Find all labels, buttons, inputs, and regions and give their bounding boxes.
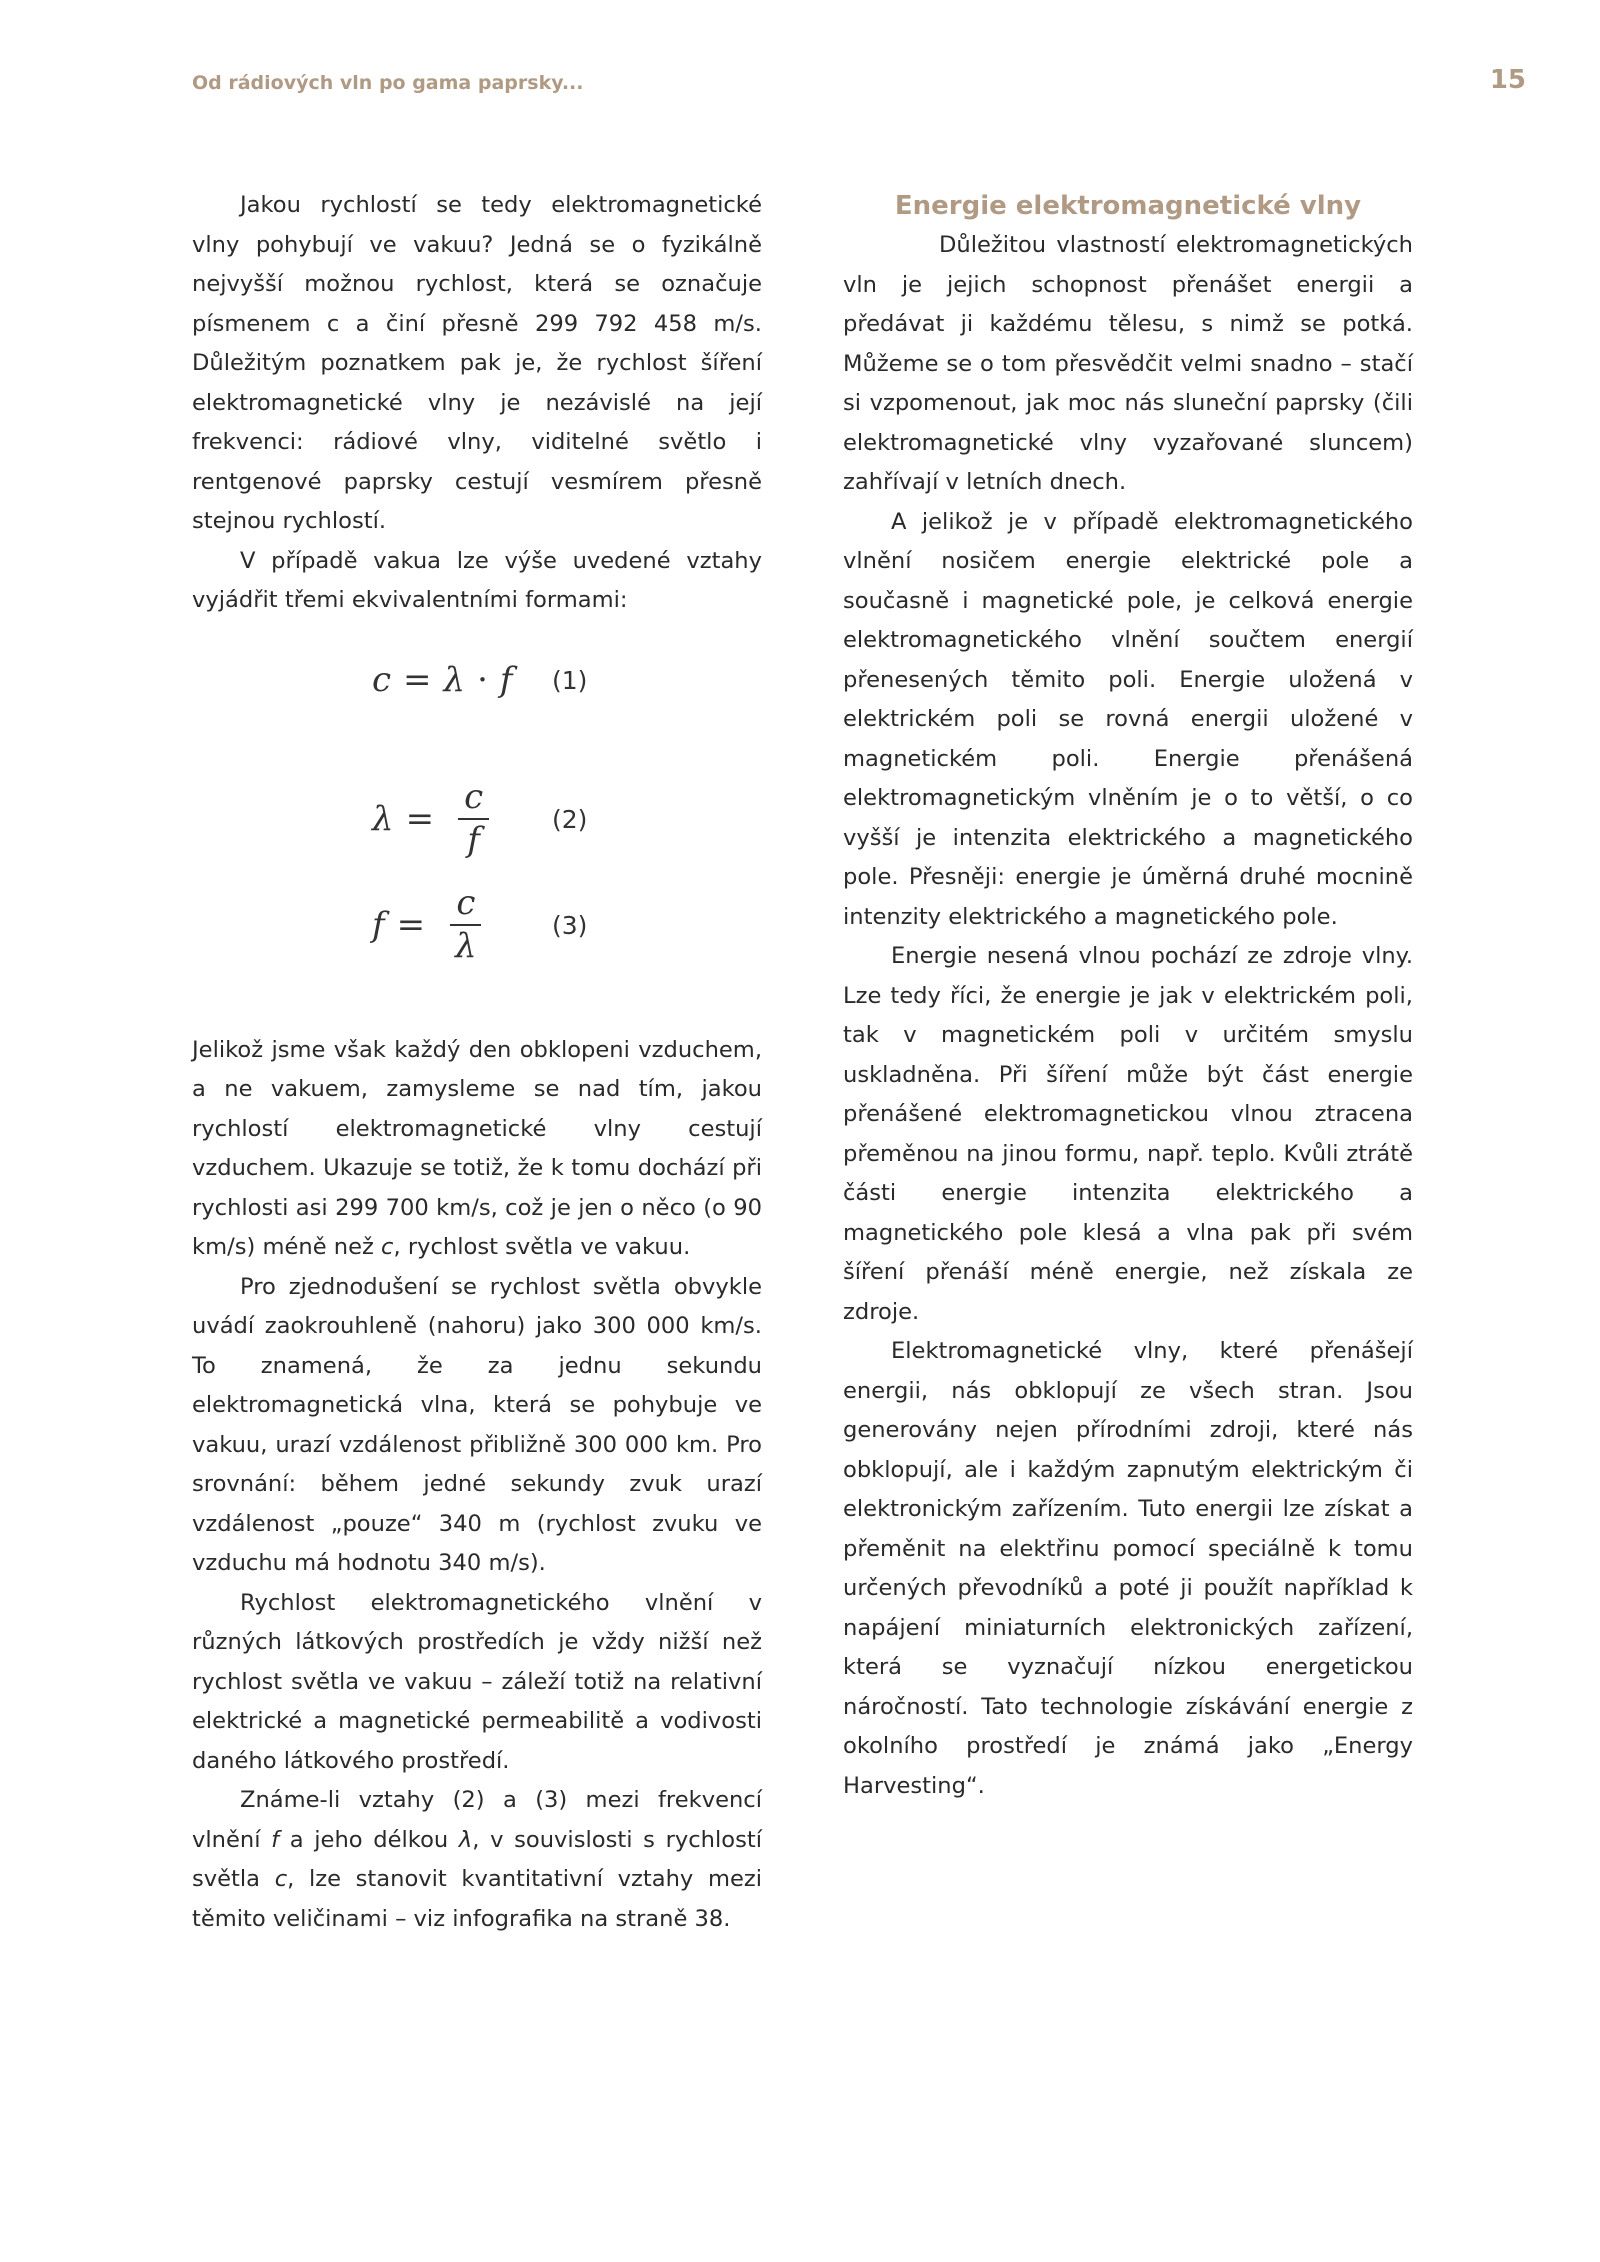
variable-c: c [381,1234,394,1260]
paragraph: Pro zjednodušení se rychlost světla obvykle uvádí zaokrouhleně (nahoru) jako 300 000 km/s. To znamená, že za jednu sekundu elektromagnetická vlna, která se pohybuje ve vakuu, urazí vzdálenost přibližně 300 000 km. Pro srovnání: během jedné sekundy zvuk urazí vzdálenost „pouze“ 340 m (rychlost zvuku ve vzduchu má hodnotu 340 m/s). [192,1273,762,1576]
section-heading: Energie elektromagnetické vlny [894,191,1362,221]
fraction-denominator: f [467,819,480,860]
equation-term: f [499,659,513,700]
equation-lhs: f [372,904,385,945]
equation-3 [192,873,762,979]
paragraph: A jelikož je v případě elektromagnetického vlnění nosičem energie elektrické pole a současně i magnetické pole, je celková energie elektromagnetického vlnění součtem energií přenesených těmito poli. Energie uložená v elektrickém poli se rovná energii uložené v magnetickém poli. Energie přenášená elektromagnetickým vlněním je o to větší, o co vyšší je intenzita elektrického a magnetického pole. Přesněji: energie je úměrná druhé mocnině intenzity elektrického a magnetického pole. [843,508,1413,930]
fraction-denominator: λ [455,925,477,966]
fraction-numerator: c [450,886,481,926]
paragraph: Důležitou vlastností elektromagnetických vln je jejich schopnost přenášet energii a předávat ji každému tělesu, s nimž se potká. Můžeme se o tom přesvědčit velmi snadno – stačí si vzpomenout, jak moc nás sluneční paprsky (čili elektromagnetické vlny vyzařované sluncem) zahřívají v letních dnech. [843,232,1413,495]
paragraph: Rychlost elektromagnetického vlnění v různých látkových prostředích je vždy nižší než rychlost světla ve vakuu – záleží totiž na relativní elektrické a magnetické permeabilitě a vodivosti daného látkového prostředí. [192,1589,762,1774]
fraction-numerator: c [458,780,489,820]
equals-sign: = [403,659,432,700]
right-column [843,186,1413,1806]
variable-c: c [274,1866,288,1892]
paragraph: V případě vakua lze výše uvedené vztahy vyjádřit třemi ekvivalentními formami: [192,547,762,613]
paragraph: Známe-li vztahy (2) a (3) mezi frekvencí vlnění f a jeho délkou λ, v souvislosti s rychlostí světla c, lze stanovit kvantitativní vztahy mezi těmito veličinami – viz infografika na straně 38. [192,1787,762,1932]
paragraph: Jakou rychlostí se tedy elektromagnetické vlny pohybují ve vakuu? Jedná se o fyzikálně nejvyšší možnou rychlost, která se označuje písmenem c a činí přesně 299 792 458 m/s. Důležitým poznatkem pak je, že rychlost šíření elektromagnetické vlny je nezávislé na její frekvenci: rádiové vlny, viditelné světlo i rentgenové paprsky cestují vesmírem přesně stejnou rychlostí. [192,192,762,534]
equation-1 [192,661,762,767]
equation-2 [192,767,762,873]
equals-sign: = [396,904,426,945]
page-number: 15 [1489,65,1526,95]
running-header: Od rádiových vln po gama paprsky... [192,72,584,94]
equation-lhs: λ [372,798,394,839]
paragraph: Jelikož jsme však každý den obklopeni vzduchem, a ne vakuem, zamysleme se nad tím, jakou rychlostí elektromagnetické vlny cestují vzduchem. Ukazuje se totiž, že k tomu dochází při rychlosti asi 299 700 km/s, což je jen o něco (o 90 km/s) méně než c, rychlost světla ve vakuu. [192,1036,762,1260]
equation-number: (3) [552,910,588,940]
paragraph: Energie nesená vlnou pochází ze zdroje vlny. Lze tedy říci, že energie je jak v elektrickém poli, tak v magnetickém poli v určitém smyslu uskladněna. Při šíření může být část energie přenášené elektromagnetickou vlnou ztracena přeměnou na jinou formu, např. teplo. Kvůli ztrátě části energie intenzita elektrického a magnetického pole klesá a vlna pak při svém šíření přenáší méně energie, než získala ze zdroje. [843,943,1413,1325]
equals-sign: = [405,798,435,839]
variable-f: f [271,1826,280,1853]
fraction [458,776,489,860]
left-column [192,186,762,1939]
equation-number: (2) [552,804,588,834]
variable-lambda: λ [458,1826,473,1853]
equation-number: (1) [552,665,588,695]
paragraph: Elektromagnetické vlny, které přenášejí energii, nás obklopují ze všech stran. Jsou generovány nejen přírodními zdroji, které nás obklopují, ale i každým zapnutým elektrickým či elektronickým zařízením. Tuto energii lze získat a přeměnit na elektřinu pomocí speciálně k tomu určených převodníků a poté ji použít například k napájení miniaturních elektronických zařízení, která se vyznačují nízkou energetickou náročností. Tato technologie získávání energie z okolního prostředí je známá jako „Energy Harvesting“. [843,1338,1413,1799]
fraction [449,882,483,966]
equation-term: λ [443,659,466,700]
equation-lhs: c [372,659,392,700]
multiplication-dot: · [477,659,488,700]
equation-block [192,661,762,979]
